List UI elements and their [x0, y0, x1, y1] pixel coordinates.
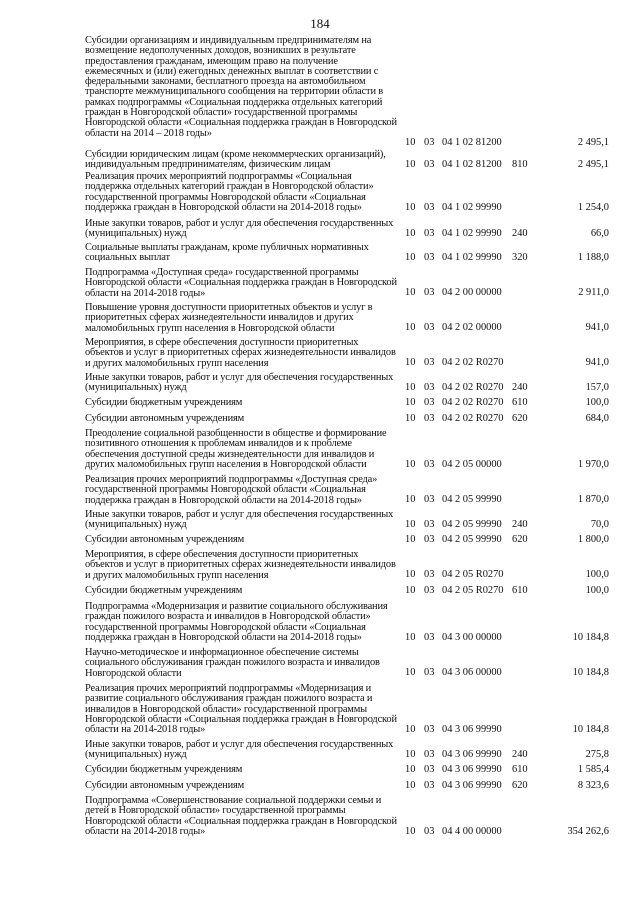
row-subsection: 03	[424, 519, 435, 530]
row-section: 10	[405, 357, 416, 368]
row-subsection: 03	[424, 826, 435, 837]
row-target-article: 04 2 02 R0270	[442, 397, 504, 408]
row-sum: 354 262,6	[567, 826, 609, 837]
row-section: 10	[405, 459, 416, 470]
row-description: Реализация прочих мероприятий подпрограммы «Модернизация и развитие социального обслуживания граждан пожилого возраста и инвалидов в Новгородской области» государственной программы Новгородской области «Социальная поддержка граждан в Новгородской области на 2014-2018 годы»	[85, 683, 397, 736]
row-expense-type: 620	[512, 413, 528, 424]
row-sum: 941,0	[585, 357, 609, 368]
row-sum: 66,0	[590, 228, 609, 239]
row-description: Реализация прочих мероприятий подпрограммы «Доступная среда» государственной программы Новгородской области «Социальная поддержка граждан в Новгородской области на 2014-2018 годы»	[85, 474, 378, 506]
row-description: Подпрограмма «Модернизация и развитие социального обслуживания граждан пожилого возраста и инвалидов в Новгородской области» государственной программы Новгородской области «Социальная поддержка граждан в Новгородской области на 2014-2018 годы»	[85, 601, 388, 643]
row-description: Субсидии автономным учреждениям	[85, 534, 245, 545]
row-description: Субсидии бюджетным учреждениям	[85, 585, 243, 596]
row-subsection: 03	[424, 287, 435, 298]
row-target-article: 04 2 05 00000	[442, 459, 502, 470]
row-subsection: 03	[424, 159, 435, 170]
row-description: Преодоление социальной разобщенности в обществе и формирование позитивного отношения к проблемам инвалидов и к проблеме обеспечения доступной среды жизнедеятельности для инвалидов и других маломобильных групп населения в Новгородской области	[85, 428, 387, 470]
row-sum: 157,0	[585, 382, 609, 393]
row-description: Мероприятия, в сфере обеспечения доступности приоритетных объектов и услуг в приоритетных сферах жизнедеятельности инвалидов и других маломобильных групп населения	[85, 549, 396, 581]
row-target-article: 04 3 06 99990	[442, 724, 502, 735]
row-section: 10	[405, 228, 416, 239]
row-sum: 2 495,1	[577, 137, 609, 148]
row-section: 10	[405, 585, 416, 596]
row-target-article: 04 2 02 R0270	[442, 382, 504, 393]
row-sum: 1 254,0	[577, 202, 609, 213]
row-expense-type: 610	[512, 764, 528, 775]
row-description: Субсидии организациям и индивидуальным предпринимателям на возмещение недополученных доходов, возникших в результате предоставления гражданам, имеющим право на получение ежемесячных и (или) ежегодных денежных выплат в соответствии с федеральными законами, бесплатного проезда на автомобильном транспорте межмуниципального сообщения на территории области в рамках подпрограммы «Социальная поддержка отдельных категорий граждан в Новгородской области» государственной программы Новгородской области «Социальная поддержка граждан в Новгородской области на 2014 – 2018 годы»	[85, 35, 397, 139]
row-target-article: 04 3 06 99990	[442, 780, 502, 791]
row-subsection: 03	[424, 357, 435, 368]
row-section: 10	[405, 780, 416, 791]
row-subsection: 03	[424, 413, 435, 424]
row-description: Субсидии бюджетным учреждениям	[85, 397, 243, 408]
row-subsection: 03	[424, 632, 435, 643]
row-target-article: 04 2 05 R0270	[442, 569, 504, 580]
row-target-article: 04 3 06 99990	[442, 749, 502, 760]
row-sum: 8 323,6	[577, 780, 609, 791]
row-sum: 70,0	[590, 519, 609, 530]
row-section: 10	[405, 724, 416, 735]
row-target-article: 04 2 05 R0270	[442, 585, 504, 596]
row-target-article: 04 2 05 99990	[442, 534, 502, 545]
row-expense-type: 610	[512, 397, 528, 408]
row-sum: 941,0	[585, 322, 609, 333]
row-section: 10	[405, 569, 416, 580]
row-description: Иные закупки товаров, работ и услуг для обеспечения государственных (муниципальных) нужд	[85, 372, 394, 394]
row-sum: 100,0	[585, 585, 609, 596]
row-target-article: 04 1 02 81200	[442, 159, 502, 170]
row-sum: 2 495,1	[577, 159, 609, 170]
row-sum: 2 911,0	[578, 287, 609, 298]
row-description: Мероприятия, в сфере обеспечения доступности приоритетных объектов и услуг в приоритетных сферах жизнедеятельности инвалидов и других маломобильных групп населения	[85, 337, 396, 369]
row-subsection: 03	[424, 459, 435, 470]
row-target-article: 04 2 02 R0270	[442, 357, 504, 368]
row-expense-type: 810	[512, 159, 528, 170]
row-sum: 100,0	[585, 397, 609, 408]
row-section: 10	[405, 287, 416, 298]
row-expense-type: 610	[512, 585, 528, 596]
row-subsection: 03	[424, 397, 435, 408]
row-expense-type: 240	[512, 228, 528, 239]
row-section: 10	[405, 667, 416, 678]
row-section: 10	[405, 519, 416, 530]
row-section: 10	[405, 397, 416, 408]
row-description: Повышение уровня доступности приоритетных объектов и услуг в приоритетных сферах жизнедеятельности инвалидов и других маломобильных групп населения в Новгородской области	[85, 302, 373, 334]
row-section: 10	[405, 494, 416, 505]
row-sum: 100,0	[585, 569, 609, 580]
row-section: 10	[405, 159, 416, 170]
row-subsection: 03	[424, 382, 435, 393]
row-sum: 1 800,0	[577, 534, 609, 545]
row-description: Субсидии автономным учреждениям	[85, 413, 245, 424]
row-target-article: 04 2 00 00000	[442, 287, 502, 298]
row-subsection: 03	[424, 534, 435, 545]
row-description: Субсидии бюджетным учреждениям	[85, 764, 243, 775]
row-description: Социальные выплаты гражданам, кроме публичных нормативных социальных выплат	[85, 242, 369, 264]
row-target-article: 04 4 00 00000	[442, 826, 502, 837]
row-expense-type: 320	[512, 252, 528, 263]
row-target-article: 04 1 02 99990	[442, 202, 502, 213]
row-target-article: 04 2 05 99990	[442, 519, 502, 530]
row-subsection: 03	[424, 569, 435, 580]
row-subsection: 03	[424, 322, 435, 333]
row-description: Иные закупки товаров, работ и услуг для обеспечения государственных (муниципальных) нужд	[85, 739, 394, 761]
row-section: 10	[405, 202, 416, 213]
row-sum: 1 585,4	[577, 764, 609, 775]
row-target-article: 04 3 06 00000	[442, 667, 502, 678]
row-subsection: 03	[424, 585, 435, 596]
row-section: 10	[405, 826, 416, 837]
row-section: 10	[405, 137, 416, 148]
row-subsection: 03	[424, 137, 435, 148]
row-section: 10	[405, 764, 416, 775]
row-target-article: 04 3 06 99990	[442, 764, 502, 775]
row-section: 10	[405, 382, 416, 393]
row-description: Иные закупки товаров, работ и услуг для обеспечения государственных (муниципальных) нужд	[85, 218, 394, 240]
row-sum: 1 188,0	[577, 252, 609, 263]
row-target-article: 04 2 02 00000	[442, 322, 502, 333]
row-subsection: 03	[424, 749, 435, 760]
row-target-article: 04 1 02 81200	[442, 137, 502, 148]
row-subsection: 03	[424, 764, 435, 775]
row-target-article: 04 2 02 R0270	[442, 413, 504, 424]
row-sum: 275,8	[585, 749, 609, 760]
row-description: Реализация прочих мероприятий подпрограммы «Социальная поддержка отдельных категорий граждан в Новгородской области» государственной программы Новгородской области «Социальная поддержка граждан в Новгородской области на 2014-2018 годы»	[85, 171, 374, 213]
row-subsection: 03	[424, 202, 435, 213]
row-description: Подпрограмма «Доступная среда» государственной программы Новгородской области «Социальная поддержка граждан в Новгородской области на 2014-2018 годы»	[85, 267, 397, 299]
row-target-article: 04 2 05 99990	[442, 494, 502, 505]
row-description: Субсидии юридическим лицам (кроме некоммерческих организаций), индивидуальным предпринимателям, физическим лицам	[85, 149, 386, 171]
row-target-article: 04 3 00 00000	[442, 632, 502, 643]
row-description: Иные закупки товаров, работ и услуг для обеспечения государственных (муниципальных) нужд	[85, 509, 394, 531]
row-sum: 10 184,8	[572, 667, 609, 678]
row-sum: 10 184,8	[572, 724, 609, 735]
row-expense-type: 620	[512, 780, 528, 791]
row-subsection: 03	[424, 494, 435, 505]
row-section: 10	[405, 534, 416, 545]
row-sum: 10 184,8	[572, 632, 609, 643]
row-section: 10	[405, 322, 416, 333]
row-sum: 1 870,0	[577, 494, 609, 505]
row-section: 10	[405, 413, 416, 424]
row-description: Научно-методическое и информационное обеспечение системы социального обслуживания граждан пожилого возраста и инвалидов Новгородской области	[85, 647, 380, 679]
row-description: Субсидии автономным учреждениям	[85, 780, 245, 791]
row-target-article: 04 1 02 99990	[442, 252, 502, 263]
row-section: 10	[405, 632, 416, 643]
row-sum: 684,0	[585, 413, 609, 424]
row-description: Подпрограмма «Совершенствование социальной поддержки семьи и детей в Новгородской области» государственной программы Новгородской области «Социальная поддержка граждан в Новгородской области на 2014-2018 годы»	[85, 795, 397, 837]
row-target-article: 04 1 02 99990	[442, 228, 502, 239]
row-subsection: 03	[424, 667, 435, 678]
row-section: 10	[405, 252, 416, 263]
row-subsection: 03	[424, 780, 435, 791]
row-expense-type: 240	[512, 519, 528, 530]
page-number: 184	[310, 16, 330, 31]
row-expense-type: 620	[512, 534, 528, 545]
row-subsection: 03	[424, 228, 435, 239]
row-expense-type: 240	[512, 749, 528, 760]
row-section: 10	[405, 749, 416, 760]
row-sum: 1 970,0	[577, 459, 609, 470]
row-subsection: 03	[424, 724, 435, 735]
row-subsection: 03	[424, 252, 435, 263]
row-expense-type: 240	[512, 382, 528, 393]
